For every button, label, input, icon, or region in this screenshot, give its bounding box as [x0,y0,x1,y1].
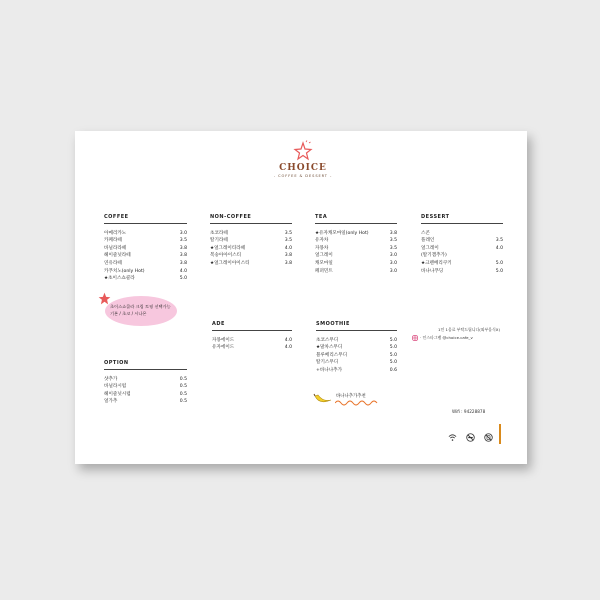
section-title: COFFEE [104,214,129,220]
no-food-icon [484,433,493,442]
menu-item: 헤이즐넛시럽 0.5 [104,391,187,397]
wifi-icon [448,433,457,442]
menu-item: ★얼그레이아이스티 3.8 [210,261,292,267]
option-section [104,360,187,406]
menu-item: 유자차 3.5 [315,238,397,244]
menu-item: 연유라떼 3.8 [104,261,187,267]
ade-section [212,321,292,352]
brand-name: CHOICE [279,163,327,173]
menu-item: 카푸치노(only Hot) 4.0 [104,268,187,274]
dessert-section [421,214,503,275]
section-title: DESSERT [421,214,450,220]
non-coffee-section [210,214,292,268]
divider [421,223,503,224]
menu-item: 바닐라라떼 3.8 [104,245,187,251]
section-title: SMOOTHIE [316,321,350,327]
menu-item: ★얼그레이티라떼 4.0 [210,245,292,251]
divider [210,223,292,224]
menu-item: 플레인 3.5 [421,238,503,244]
divider [315,223,397,224]
wave-decoration [335,399,381,407]
menu-item: 페퍼민트 3.0 [315,268,397,274]
menu-item: ★크렌베리쿠키 5.0 [421,261,503,267]
banana-icon [313,392,333,406]
section-title: OPTION [104,360,129,366]
section-title: TEA [315,214,328,220]
menu-item: 아메리카노 3.0 [104,230,187,236]
menu-item: 초코라떼 3.5 [210,230,292,236]
menu-item: 샷추가 0.5 [104,376,187,382]
menu-item: 자몽에이드 4.0 [212,337,292,343]
menu-item: 바닐라시럽 0.5 [104,384,187,390]
wifi-password: Wifi : 94228878 [452,409,486,414]
divider [212,330,292,331]
menu-item: 바나나푸딩 5.0 [421,268,503,274]
menu-item: 복숭아아이스티 3.8 [210,253,292,259]
menu-item: 블루베리스무디 5.0 [316,352,397,358]
instagram-handle: · 인스타그램 @choice.cafe_v [420,335,473,340]
menu-item: 카페라떼 3.5 [104,238,187,244]
logo-star-icon [292,140,314,162]
section-title: ADE [212,321,225,327]
menu-item: 얼그레이 3.0 [315,253,397,259]
coffee-section [104,214,187,283]
no-smoking-icon [466,433,475,442]
instagram-icon [412,335,418,341]
tea-section [315,214,397,275]
menu-item: 자몽차 3.5 [315,245,397,251]
menu-item: 얼가추 0.5 [104,399,187,405]
menu-item: 스콘 [421,230,430,236]
accent-bar [499,424,501,444]
menu-item: (딸기잼추가) [421,253,447,259]
menu-item: ★말차스무디 5.0 [316,345,397,351]
topping-note: 초이스쇼콜라 크림 토핑 선택가능 기본 / 초코 / 시나몬 [110,304,171,316]
divider [104,223,187,224]
menu-item: +바나나추가 0.6 [316,368,397,374]
menu-item: 유자에이드 4.0 [212,345,292,351]
menu-item: ★초이스쇼콜라 5.0 [104,276,187,282]
menu-item: ★유자캐모마일(only Hot) 3.8 [315,230,397,236]
order-policy: 1인 1음료 부탁드립니다(외부음식X) [438,327,500,332]
banana-recommend-label: 바나나추가추천 [336,394,366,399]
menu-item: 초코스무디 5.0 [316,337,397,343]
divider [104,369,187,370]
menu-item: 헤이즐넛라떼 3.8 [104,253,187,259]
menu-item: 딸기스무디 5.0 [316,360,397,366]
menu-item: 딸기라떼 3.5 [210,238,292,244]
smoothie-section [316,321,397,375]
instagram-row [412,334,500,342]
divider [316,330,397,331]
section-title: NON-COFFEE [210,214,252,220]
menu-item: 캐모마일 3.0 [315,261,397,267]
brand-tagline: - COFFEE & DESSERT - [273,174,333,178]
logo [258,140,348,200]
menu-item: 얼그레이 4.0 [421,245,503,251]
store-info [412,326,500,342]
